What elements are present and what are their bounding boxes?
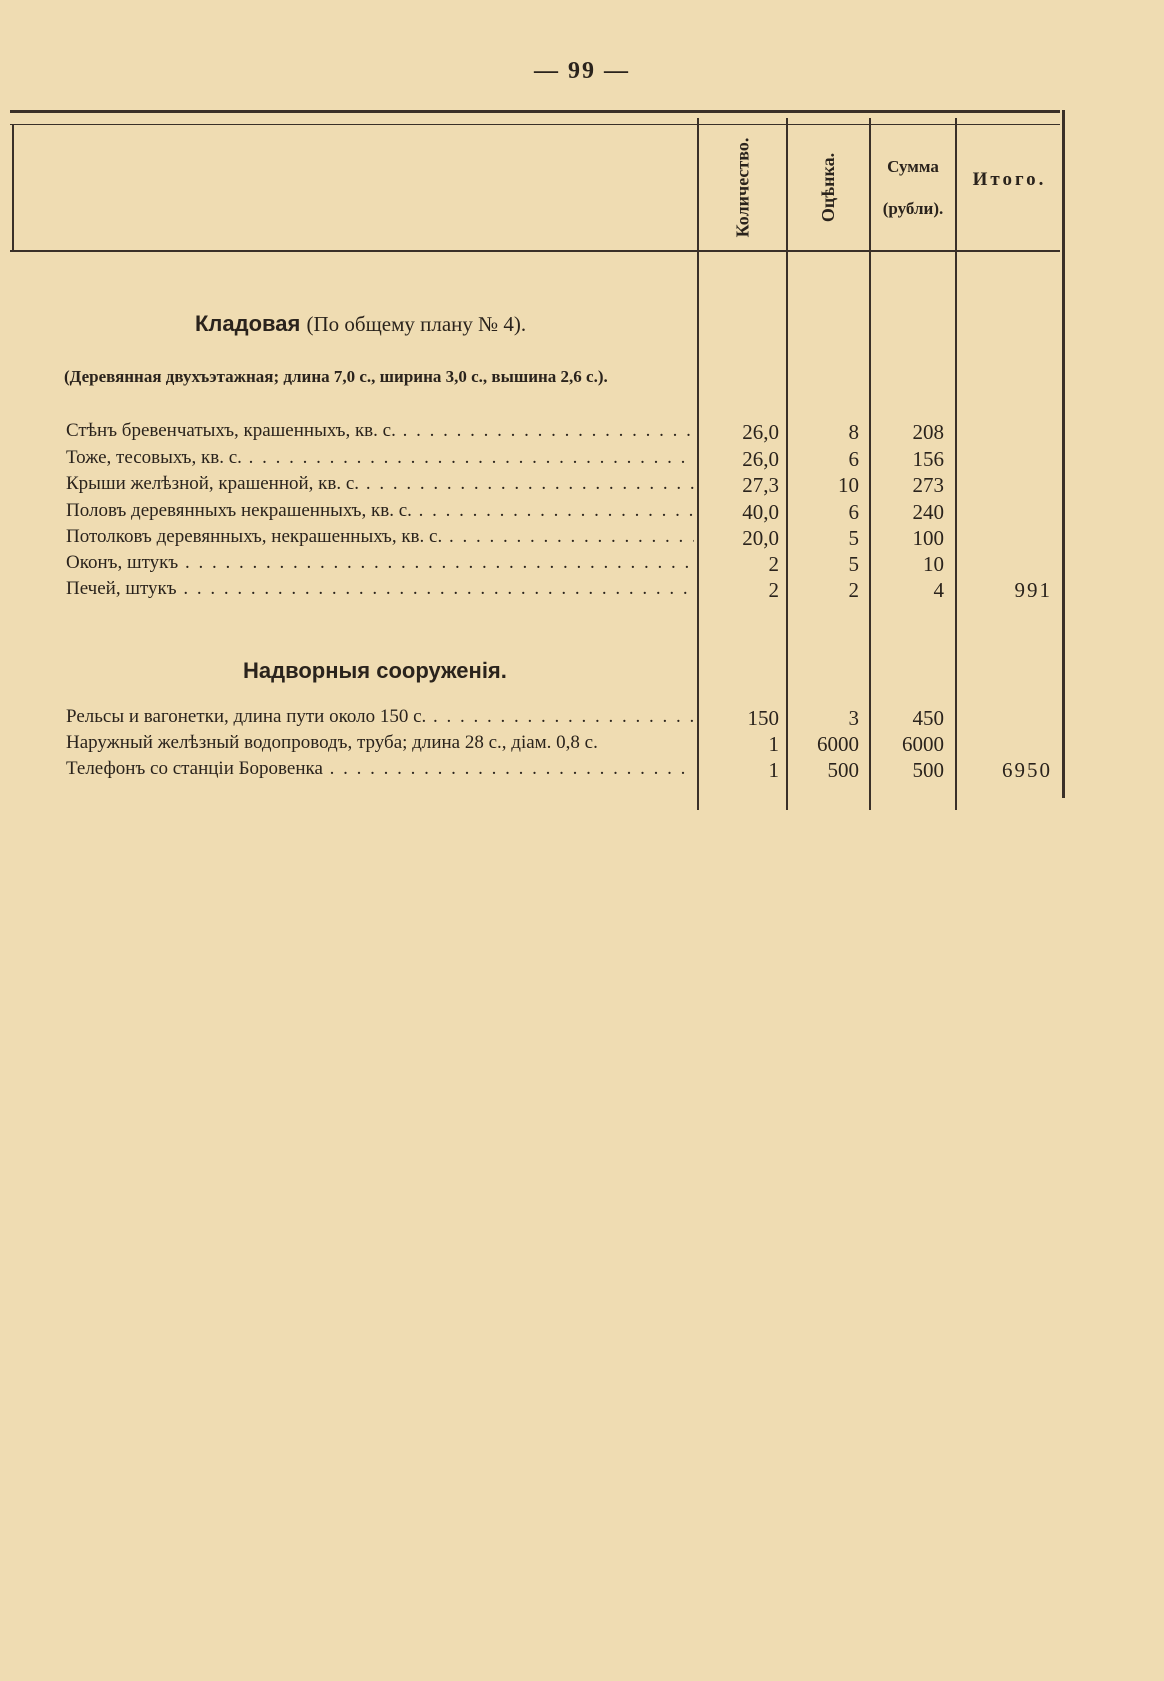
header-sum-top: Сумма: [887, 156, 939, 176]
row-sum: 500: [912, 758, 944, 782]
row-sum: 6000: [902, 732, 944, 756]
row-label: Половъ деревянныхъ некрашенныхъ, кв. с. . . .: [66, 500, 694, 522]
header-estimate: Оцѣнка.: [818, 152, 838, 223]
header-total: Итого.: [972, 169, 1047, 190]
row-est: 10: [838, 473, 859, 497]
row-est: 6: [848, 447, 859, 471]
row-qty: 26,0: [742, 420, 779, 444]
row-qty: 150: [747, 706, 779, 730]
row-qty: 2: [768, 578, 779, 602]
table-row: [0, 732, 1164, 758]
row-label: Крыши желѣзной, крашенной, кв. с. . . .: [66, 473, 694, 495]
row-label: Телефонъ со станціи Боровенка . . .: [66, 758, 694, 780]
section-title-outbuildings: Надворныя сооруженія.: [243, 658, 507, 683]
section-title-note: (По общему плану № 4).: [306, 312, 527, 336]
table-row: [0, 526, 1164, 552]
row-label: Рельсы и вагонетки, длина пути около 150 с. . . .: [66, 706, 694, 728]
header-bottom-rule: [10, 250, 1060, 252]
row-label: Оконъ, штукъ . . .: [66, 552, 694, 574]
row-qty: 20,0: [742, 526, 779, 550]
section-title-storehouse: Кладовая (По общему плану № 4).: [195, 311, 527, 336]
row-sum: 208: [912, 420, 944, 444]
table-row: [0, 447, 1164, 473]
table-row: [0, 500, 1164, 526]
row-est: 500: [827, 758, 859, 782]
row-qty: 2: [768, 552, 779, 576]
table-row: [0, 420, 1164, 446]
row-sum: 273: [912, 473, 944, 497]
row-sum: 156: [912, 447, 944, 471]
header-sum-bottom: (рубли).: [882, 198, 944, 218]
row-total: 6950: [1002, 758, 1052, 782]
row-qty: 1: [768, 758, 779, 782]
row-sum: 240: [912, 500, 944, 524]
row-qty: 27,3: [742, 473, 779, 497]
page-number: — 99 —: [534, 58, 630, 84]
row-sum: 450: [912, 706, 944, 730]
row-est: 6: [848, 500, 859, 524]
row-est: 3: [848, 706, 859, 730]
table-row: [0, 706, 1164, 732]
row-est: 2: [848, 578, 859, 602]
section-subtitle: (Деревянная двухъэтажная; длина 7,0 с., ширина 3,0 с., вышина 2,6 с.).: [64, 367, 608, 386]
header-qty: Количество.: [732, 137, 752, 238]
table-row: [0, 473, 1164, 499]
table-row: [0, 578, 1164, 604]
row-label: Печей, штукъ . . .: [66, 578, 694, 600]
row-qty: 1: [768, 732, 779, 756]
row-total: 991: [1014, 578, 1052, 602]
row-label: Тоже, тесовыхъ, кв. с. . . .: [66, 447, 694, 469]
row-qty: 40,0: [742, 500, 779, 524]
row-est: 6000: [817, 732, 859, 756]
table-top-rule: [10, 110, 1060, 113]
col-rule-left-edge: [12, 124, 14, 252]
header-sum: [871, 125, 955, 250]
row-label: Наружный желѣзный водопроводъ, труба; длина 28 с., діам. 0,8 с.: [66, 732, 598, 753]
row-sum: 10: [923, 552, 944, 576]
row-est: 5: [848, 526, 859, 550]
table-row: [0, 758, 1164, 784]
row-est: 5: [848, 552, 859, 576]
table-row: [0, 552, 1164, 578]
row-sum: 100: [912, 526, 944, 550]
row-label: Потолковъ деревянныхъ, некрашенныхъ, кв. с. . . .: [66, 526, 694, 548]
row-est: 8: [848, 420, 859, 444]
row-sum: 4: [933, 578, 944, 602]
row-qty: 26,0: [742, 447, 779, 471]
row-label: Стѣнъ бревенчатыхъ, крашенныхъ, кв. с. . . .: [66, 420, 694, 442]
